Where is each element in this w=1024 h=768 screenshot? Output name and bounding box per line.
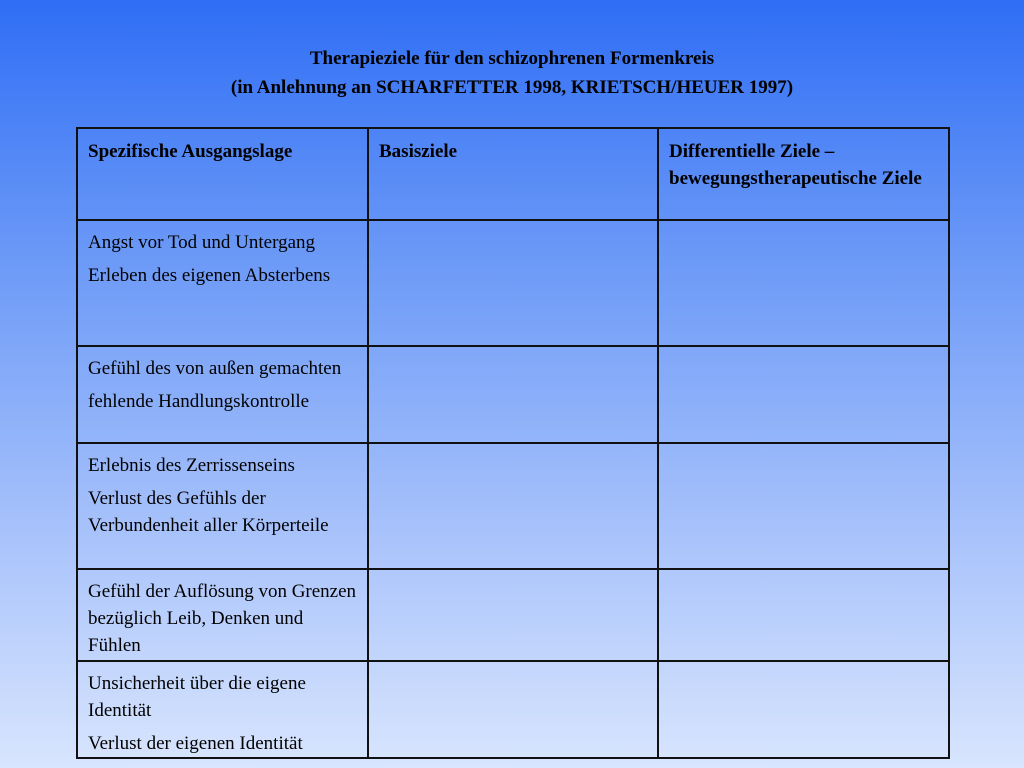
slide-title [0, 44, 1024, 102]
cell-basisziele [368, 443, 658, 569]
header-ausgangslage: Spezifische Ausgangslage [77, 128, 368, 220]
cell-basisziele [368, 569, 658, 661]
cell-text: Gefühl des von außen gemachten [88, 358, 342, 379]
cell-basisziele [368, 346, 658, 443]
header-differentielle-ziele: Differentielle Ziele – bewegungstherapeutische Ziele [658, 128, 949, 220]
cell-differentielle-ziele [658, 346, 949, 443]
title-line-1: Therapieziele für den schizophrenen Formenkreis [309, 48, 715, 69]
therapy-goals-table [76, 127, 950, 759]
cell-ausgangslage [77, 443, 368, 569]
cell-text: Verlust der eigenen Identität [88, 733, 303, 754]
cell-ausgangslage [77, 661, 368, 758]
table-row [77, 661, 949, 758]
table-header-row [77, 128, 949, 220]
cell-differentielle-ziele [658, 443, 949, 569]
title-line-2: (in Anlehnung an SCHARFETTER 1998, KRIETSCH/HEUER 1997) [230, 77, 794, 98]
cell-ausgangslage [77, 220, 368, 346]
cell-text: fehlende Handlungskontrolle [88, 391, 310, 412]
cell-text: Angst vor Tod und Untergang [88, 232, 316, 253]
table-row [77, 443, 949, 569]
table-row [77, 220, 949, 346]
table-row [77, 346, 949, 443]
cell-differentielle-ziele [658, 569, 949, 661]
cell-basisziele [368, 220, 658, 346]
cell-differentielle-ziele [658, 661, 949, 758]
header-basisziele: Basisziele [368, 128, 658, 220]
cell-basisziele [368, 661, 658, 758]
cell-differentielle-ziele [658, 220, 949, 346]
table-row [77, 569, 949, 661]
cell-text: Gefühl der Auflösung von Grenzen bezüglich Leib, Denken und Fühlen [88, 581, 357, 656]
cell-text: Verlust des Gefühls der Verbundenheit aller Körperteile [88, 488, 329, 536]
cell-text: Erlebnis des Zerrissenseins [88, 455, 295, 476]
cell-text: Erleben des eigenen Absterbens [88, 265, 331, 286]
cell-ausgangslage [77, 569, 368, 661]
cell-text: Unsicherheit über die eigene Identität [88, 673, 306, 721]
cell-ausgangslage [77, 346, 368, 443]
